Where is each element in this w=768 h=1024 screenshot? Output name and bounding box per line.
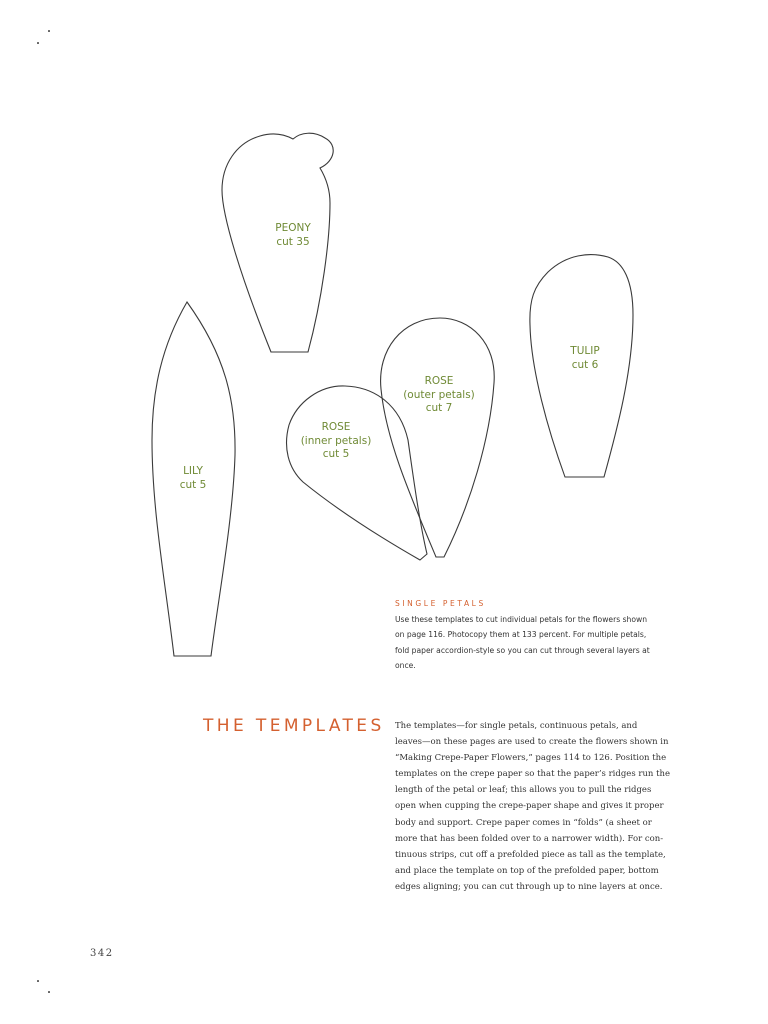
tulip-label [525, 345, 645, 372]
rose-outer-name: ROSE [424, 375, 454, 387]
rose-inner-count: cut 5 [322, 448, 350, 460]
body-paragraph [395, 718, 671, 895]
peony-label [233, 222, 353, 249]
crop-mark [37, 42, 39, 44]
body-line: length of the petal or leaf; this allows you to pull the ridges [395, 785, 652, 796]
tulip-name: TULIP [570, 345, 600, 357]
body-line: and place the template on top of the prefolded paper, bottom [395, 865, 659, 876]
caption-heading: SINGLE PETALS [395, 599, 486, 608]
lily-name: LILY [183, 465, 203, 477]
body-line: more that has been folded over to a narrower width). For con- [395, 833, 664, 844]
rose-outer-count: cut 7 [425, 402, 453, 414]
body-line: edges aligning; you can cut through up to nine layers at once. [395, 881, 663, 892]
peony-name: PEONY [275, 222, 311, 234]
rose-inner-detail: (inner petals) [300, 434, 372, 447]
lily-label [133, 465, 253, 492]
body-line: templates on the crepe paper so that the paper’s ridges run the [395, 769, 671, 780]
rose-outer-detail: (outer petals) [403, 388, 475, 401]
rose-inner-label [276, 421, 396, 462]
rose-inner-name: ROSE [321, 421, 351, 433]
body-line: open when cupping the crepe-paper shape and gives it proper [395, 801, 664, 812]
peony-count: cut 35 [276, 235, 310, 248]
body-line: “Making Crepe-Paper Flowers,” pages 114 to 126. Position the [395, 753, 667, 764]
body-line: body and support. Crepe paper comes in “folds” (a sheet or [395, 817, 652, 828]
body-line: The templates—for single petals, continuous petals, and [395, 721, 638, 731]
tulip-count: cut 6 [571, 358, 599, 371]
page-number: 342 [90, 948, 114, 959]
body-line: tinuous strips, cut off a prefolded piece as tall as the template, [395, 849, 666, 860]
rose-outer-label [379, 375, 499, 416]
rose-outer-petal-outline [381, 318, 495, 557]
section-title: THE TEMPLATES [203, 716, 385, 736]
crop-mark [48, 991, 50, 993]
body-line: leaves—on these pages are used to create the flowers shown in [395, 737, 669, 748]
lily-count: cut 5 [179, 478, 207, 491]
crop-mark [37, 980, 39, 982]
crop-mark [48, 30, 50, 32]
caption-text: Use these templates to cut individual petals for the flowers shown on page 116. Photocopy them at 133 percent. For multiple petals, fold paper accordion-style so you can cut through several layers at once. [395, 615, 650, 671]
